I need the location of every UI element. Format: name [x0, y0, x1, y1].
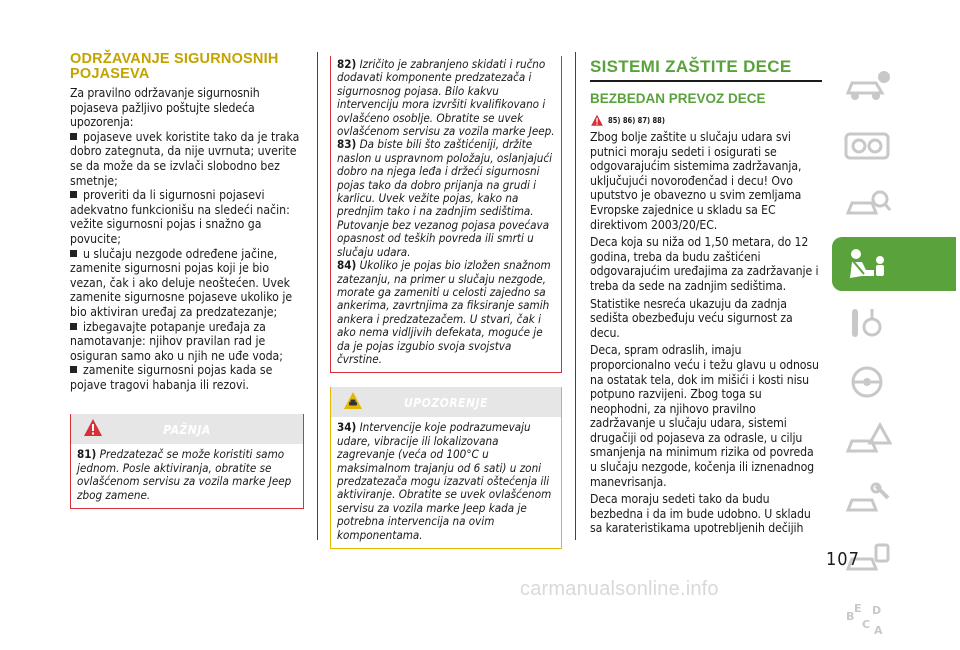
warning-box: [70, 414, 304, 509]
warning-item: 82) Izričito je zabranjeno skidati i ručno dodavati komponente predzatezača i sigurnosnog pojasa. Bilo kakvu intervenciju mora izvršiti kvalifikovano i ovlašćeno osoblje. Obratite se uvek ovlašćenom servisu za vozila marke Jeep.: [337, 57, 555, 139]
body-paragraph: Zbog bolje zaštite u slučaju udara svi putnici moraju sedeti i osigurati se odgovarajućim sistemima zadržavanja, uključujući novorođenčad i decu! Ovo uputstvo je obavezno u svim zemljama Evropske zajednice u skladu sa EC direktivom 2003/20/EC.: [590, 130, 802, 232]
safety-passengers-icon: [842, 244, 892, 284]
column-divider: [317, 52, 318, 540]
page-number: 107: [826, 549, 860, 570]
warning-header: [71, 414, 303, 444]
car-service-icon: [842, 480, 892, 520]
chapter-tab-dashboard[interactable]: [832, 119, 956, 173]
warning-car-icon: [842, 421, 892, 461]
section-heading: ODRŽAVANJE SIGURNOSNIH POJASEVA: [70, 51, 279, 82]
bullet-square-icon: [70, 323, 77, 330]
danger-triangle-icon: [590, 114, 604, 127]
body-paragraph: Deca, spram odraslih, imaju proporcionalno veću i težu glavu u odnosu na ostatak tela, dok im mišići i kosti nisu potpuno razvijeni. Zbog toga su neophodni, za njihovo pravilno zadržavanje u slučaju udara, sistemi drugačiji od pojaseva za odrasle, u cilju smanjenja na minimum rizika od povreda u slučaju nezgode, kočenja ili iznenadnog manevrisanja.: [590, 343, 819, 489]
chapter-tab-steering[interactable]: [832, 355, 956, 409]
warning-body: [71, 444, 303, 508]
warning-ref-number: 81): [77, 447, 97, 462]
chapter-tab-car-search[interactable]: [832, 178, 956, 232]
bullet-item: zamenite sigurnosni pojas kada se pojave tragovi habanja ili rezovi.: [70, 363, 273, 392]
driving-tools-icon: [842, 303, 892, 343]
warning-item: 84) Ukoliko je pojas bio izložen snažnom zatezanju, na primer u slučaju nezgode, morate ga zameniti u celosti zajedno sa ankerima, zavrtnjima za fiksiranje samih ankera i predzatezačem. U stvari, čak i ako nema vidljivih defekata, moguće je da je pojas izgubio svoja svojstva čvrstine.: [337, 258, 551, 366]
warning-item: 83) Da biste bili što zaštićeniji, držite naslon u uspravnom položaju, oslanjajući dobro na njega leđa i držeći sigurnosni pojas tako da dobro prijanja na grudi i karlicu. Uvek vežite pojas, kako na prednjim tako i na zadnjim sedištima. Putovanje bez vezanog pojasa povećava opasnost od teških povreda ili smrti u slučaju udara.: [337, 137, 552, 259]
svg-text:B: B: [846, 610, 855, 623]
chapter-tab-service[interactable]: [832, 473, 956, 527]
bullet-item: proveriti da li sigurnosni pojasevi adekvatno funkcionišu na sledeći način: vežite sigurnosni pojas i snažno ga povucite;: [70, 188, 290, 246]
column-left: [70, 52, 304, 509]
warning-box-continued: [330, 56, 562, 373]
heading-rule: [590, 80, 822, 82]
svg-text:C: C: [862, 618, 871, 631]
column-middle: [330, 52, 562, 549]
column-right: [590, 52, 822, 536]
chapter-heading: SISTEMI ZAŠTITE DECE: [590, 57, 792, 76]
body-paragraph: Deca koja su niža od 1,50 metara, do 12 godina, treba da budu zaštićeni odgovarajućim uređajima za zadržavanje i treba da sede na zadnjim sedištima.: [590, 235, 819, 293]
watermark: carmanualsonline.info: [520, 578, 719, 600]
bullet-item: pojaseve uvek koristite tako da je traka dobro zategnuta, da nije uvrnuta; uverite se da može da se izvlači slobodno bez smetnje;: [70, 129, 300, 188]
bullet-square-icon: [70, 191, 77, 198]
warning-title: PAŽNJA: [163, 423, 211, 438]
intro-text: Za pravilno održavanje sigurnosnih pojaseva pažljivo poštujte sledeća upozorenja:: [70, 86, 260, 130]
chapter-tab-car-info[interactable]: [832, 60, 956, 114]
svg-text:E: E: [854, 602, 862, 615]
caution-header: [331, 387, 561, 417]
bullet-square-icon: [70, 133, 77, 140]
bullet-item: u slučaju nezgode određene jačine, zamenite sigurnosni pojas koji je bio vezan, čak i ako deluje neoštećen. Uvek zamenite sigurnosne pojaseve ukoliko je bio aktiviran uređaj za predzatezanje;: [70, 246, 293, 319]
chapter-tab-tools[interactable]: [832, 296, 956, 350]
warning-text: Predzatezač se može koristiti samo jednom. Posle aktiviranja, obratite se ovlašćenom servisu za vozila marke Jeep zbog zamene.: [77, 447, 292, 502]
body-paragraph: Deca moraju sedeti tako da budu bezbedna i da im bude udobno. U skladu sa karateristikama upotrebljenih dečijih: [590, 492, 811, 536]
car-search-icon: [842, 185, 892, 225]
chapter-tab-emergency[interactable]: [832, 414, 956, 468]
warning-refs: 85) 86) 87) 88): [590, 110, 822, 126]
chapter-tab-index[interactable]: [832, 591, 956, 645]
caution-body: 34) Intervencije koje podrazumevaju udare, vibracije ili lokalizovana zagrevanje (veća od 100°C u maksimalnom trajanju od 6 sati) u zoni predzatezača mogu izazvati oštećenja ili aktiviranje. Obratite se uvek ovlašćenom servisu za vozila marke Jeep kada je potrebna intervencija na ovim komponentama.: [337, 420, 552, 542]
bullet-item: izbegavajte potapanje uređaja za namotavanje: njihov pravilan rad je osiguran samo ako u njih ne uđe voda;: [70, 319, 283, 363]
bullet-square-icon: [70, 366, 77, 373]
body-paragraph: Statistike nesreća ukazuju da zadnja sedišta obezbeđuju veću sigurnost za decu.: [590, 296, 793, 340]
caution-box: [330, 387, 562, 549]
bullet-square-icon: [70, 250, 77, 257]
column-divider: [575, 52, 576, 540]
caution-title: UPOZORENJE: [404, 396, 488, 411]
svg-text:A: A: [874, 624, 883, 637]
car-info-icon: [842, 67, 892, 107]
chapter-tab-safety[interactable]: [832, 237, 956, 291]
multimedia-index-icon: [842, 598, 892, 638]
steering-wheel-icon: [842, 362, 892, 402]
dashboard-icon: [842, 126, 892, 166]
warning-body: [331, 56, 561, 372]
sub-heading: BEZBEDAN PREVOZ DECE: [590, 91, 766, 106]
svg-text:D: D: [872, 604, 882, 617]
